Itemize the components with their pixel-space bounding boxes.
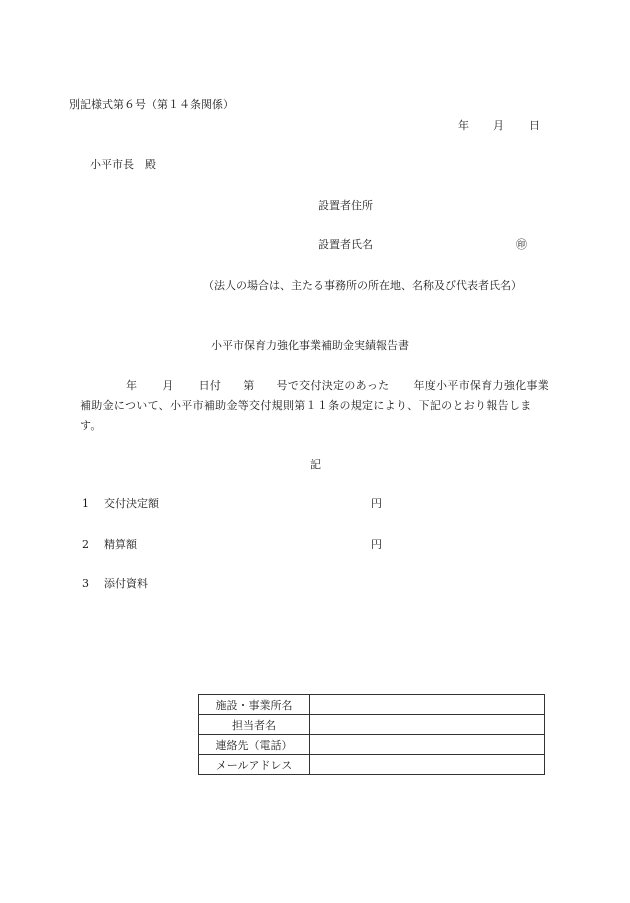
- item-label: 交付決定額: [104, 497, 159, 510]
- item-label: 添付資料: [104, 577, 148, 590]
- seal-mark: ㊞: [516, 238, 527, 251]
- applicant-address-label: 設置者住所: [318, 199, 373, 212]
- contact-label-facility: 施設・事業所名: [199, 695, 310, 715]
- contact-label-phone: 連絡先（電話）: [199, 735, 310, 755]
- contact-table: [198, 694, 545, 775]
- date-day: 日: [529, 119, 540, 132]
- item-unit: 円: [371, 538, 382, 551]
- document-title: 小平市保育力強化事業補助金実績報告書: [211, 339, 409, 352]
- ki-heading: 記: [310, 458, 321, 471]
- contact-value-facility: [310, 695, 545, 715]
- contact-label-email: メールアドレス: [199, 755, 310, 775]
- table-row: [199, 715, 545, 735]
- applicant-name-label: 設置者氏名: [318, 238, 373, 251]
- body-text-2: 年度小平市保育力強化事業補助金について、小平市補助金等交付規則第１１条の規定により、下記のとおり報告します。: [80, 379, 550, 432]
- item-unit: 円: [371, 497, 382, 510]
- body-year: 年: [126, 379, 138, 392]
- item-number: 2: [82, 538, 89, 551]
- body-day: 日付: [198, 379, 222, 392]
- table-row: [199, 735, 545, 755]
- item-number: 3: [82, 577, 89, 590]
- contact-value-phone: [310, 735, 545, 755]
- body-paragraph: [80, 376, 550, 436]
- body-month: 月: [162, 379, 174, 392]
- date-year: 年: [458, 119, 469, 132]
- form-reference: 別記様式第６号（第１４条関係）: [69, 98, 234, 111]
- body-text-1: 号で交付決定のあった: [276, 379, 390, 392]
- corporate-note: （法人の場合は、主たる事務所の所在地、名称及び代表者氏名）: [203, 279, 522, 292]
- addressee: 小平市長 殿: [90, 158, 156, 171]
- contact-value-person: [310, 715, 545, 735]
- date-month: 月: [493, 119, 504, 132]
- table-row: [199, 755, 545, 775]
- contact-label-person: 担当者名: [199, 715, 310, 735]
- body-number-prefix: 第: [243, 379, 255, 392]
- contact-value-email: [310, 755, 545, 775]
- table-row: [199, 695, 545, 715]
- item-number: 1: [82, 497, 89, 510]
- item-label: 精算額: [104, 538, 137, 551]
